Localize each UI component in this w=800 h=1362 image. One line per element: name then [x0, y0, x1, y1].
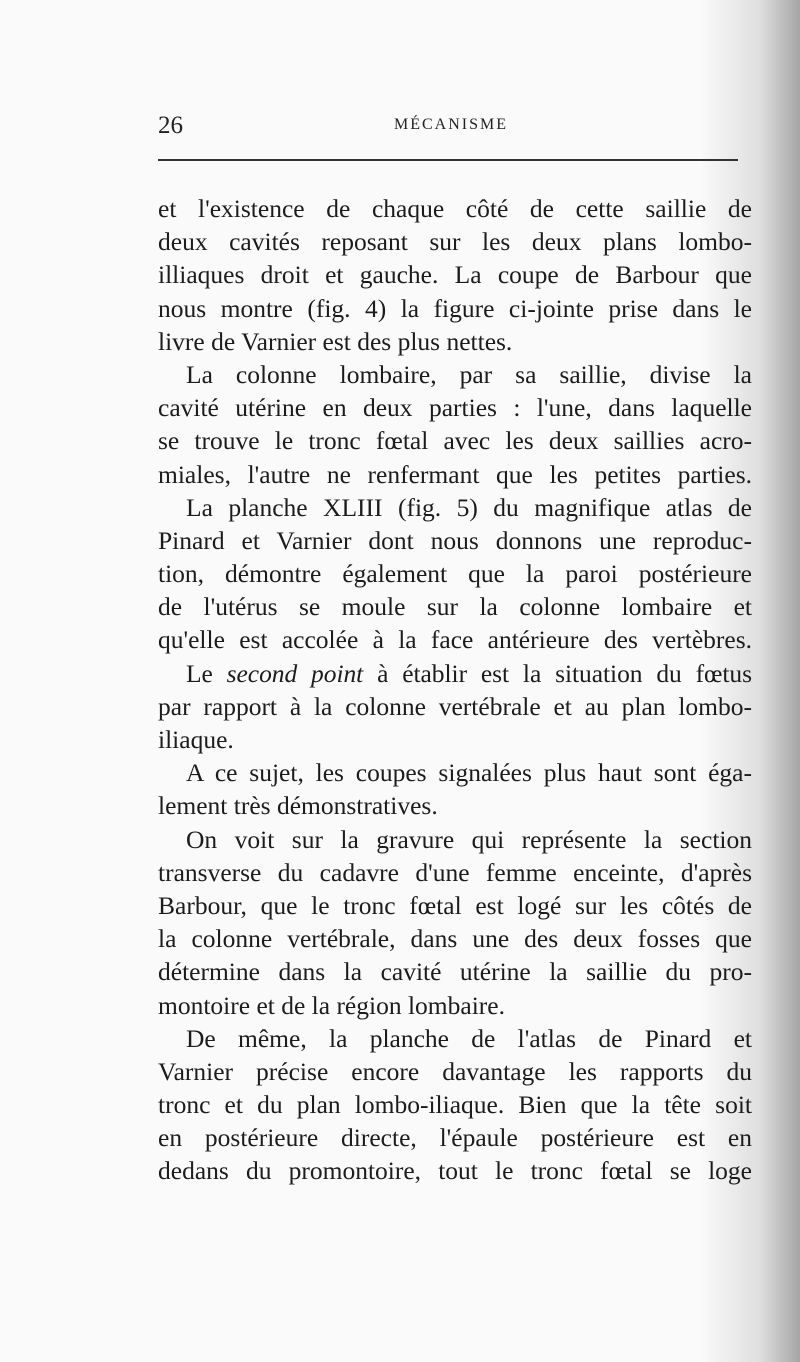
text-line: livre de Varnier est des plus nettes. — [158, 326, 513, 356]
text-line: A ce sujet, les coupes signalées plus haut sont éga- — [186, 758, 752, 788]
text-fragment: à établir est la situation du fœtus — [377, 658, 753, 688]
text-line: illiaques droit et gauche. La coupe de Barbour que — [158, 260, 752, 290]
text-line: La colonne lombaire, par sa saillie, divise la — [186, 359, 752, 389]
body-text — [158, 192, 752, 1188]
text-line: tronc et du plan lombo-iliaque. Bien que la tête soit — [158, 1090, 752, 1120]
text-line: La planche XLIII (fig. 5) du magnifique atlas de — [186, 492, 752, 522]
text-line: lement très démonstratives. — [158, 791, 438, 821]
text-line: transverse du cadavre d'une femme enceinte, d'après — [158, 857, 752, 887]
text-line: cavité utérine en deux parties : l'une, dans laquelle — [158, 393, 752, 423]
text-line: nous montre (fig. 4) la figure ci-jointe prise dans le — [158, 293, 752, 323]
text-line: de l'utérus se moule sur la colonne lombaire et — [158, 592, 752, 622]
text-line: Barbour, que le tronc fœtal est logé sur les côtés de — [158, 890, 752, 920]
header-rule — [158, 159, 738, 161]
text-line: et l'existence de chaque côté de cette saillie de — [158, 194, 752, 223]
running-title: MÉCANISME — [394, 116, 509, 133]
text-line: On voit sur la gravure qui représente la section — [186, 824, 752, 854]
text-line: en postérieure directe, l'épaule postérieure est en — [158, 1123, 752, 1153]
text-line: Varnier précise encore davantage les rapports du — [158, 1056, 752, 1086]
text-line: par rapport à la colonne vertébrale et au plan lombo- — [158, 691, 752, 721]
text-line: la colonne vertébrale, dans une des deux fosses que — [158, 924, 752, 954]
text-fragment: Le — [186, 658, 213, 688]
text-line: Pinard et Varnier dont nous donnons une reproduc- — [158, 525, 752, 555]
text-line: montoire et de la région lombaire. — [158, 990, 505, 1020]
italic-phrase: second point — [226, 658, 364, 688]
text-line-mixed — [158, 657, 752, 690]
text-line: iliaque. — [158, 725, 234, 754]
text-line: se trouve le tronc fœtal avec les deux saillies acro- — [158, 426, 752, 456]
text-line: dedans du promontoire, tout le tronc fœtal se loge — [158, 1156, 752, 1186]
text-line: détermine dans la cavité utérine la saillie du pro- — [158, 957, 752, 987]
text-line: De même, la planche de l'atlas de Pinard et — [186, 1023, 752, 1053]
text-line: deux cavités reposant sur les deux plans lombo- — [158, 227, 752, 257]
page-header — [158, 108, 738, 144]
text-line: tion, démontre également que la paroi postérieure — [158, 559, 752, 589]
page-number: 26 — [158, 112, 183, 139]
text-line: qu'elle est accolée à la face antérieure des vertèbres. — [158, 625, 752, 655]
text-line: miales, l'autre ne renfermant que les petites parties. — [158, 459, 752, 489]
